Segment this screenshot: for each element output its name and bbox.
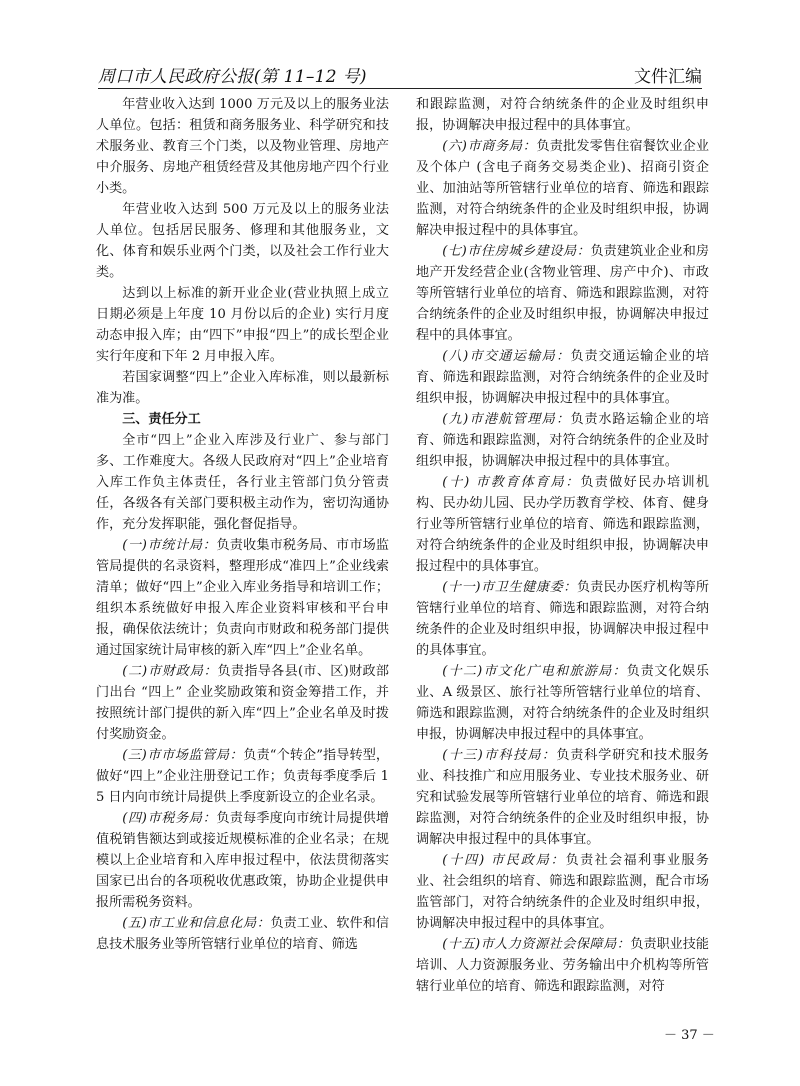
responsibility-item	[416, 346, 709, 409]
paragraph: 年营业收入达到 500 万元及以上的服务业法人单位。包括居民服务、修理和其他服务业，文化、体育和娱乐业两个门类，以及社会工作行业大类。	[96, 202, 389, 280]
left-column	[96, 94, 389, 955]
responsibility-item	[416, 136, 709, 241]
responsibility-item	[96, 913, 389, 955]
responsibility-item	[416, 661, 709, 745]
responsibility-item	[416, 409, 709, 472]
responsibility-text: 负责民办医疗机构等所管辖行业单位的培育、筛选和跟踪监测，对符合纳统条件的企业及时组织申报，协调解决申报过程中的具体事宜。	[416, 580, 710, 658]
responsibility-text: 负责科学研究和技术服务业、科技推广和应用服务业、专业技术服务业、研究和试验发展等所管辖行业单位的培育、筛选和跟踪监测，对符合纳统条件的企业及时组织申报，协调解决申报过程中的具体事宜。	[416, 748, 710, 847]
responsibility-text: 负责建筑业企业和房地产开发经营企业(含物业管理、房产中介)、市政等所管辖行业单位的培育、筛选和跟踪监测，对符合纳统条件的企业及时组织申报，协调解决申报过程中的具体事宜。	[416, 244, 710, 343]
responsibility-item	[416, 934, 709, 997]
responsibility-item	[416, 850, 709, 934]
responsibility-text: 负责每季度向市统计局提供增值税销售额达到或接近规模标准的企业名录；在规模以上企业培育和入库申报过程中，依法贯彻落实国家已出台的各项税收优惠政策，协助企业提供申报所需税务资料。	[96, 811, 390, 910]
responsibility-text: 负责交通运输企业的培育、筛选和跟踪监测，对符合纳统条件的企业及时组织申报，协调解决申报过程中的具体事宜。	[416, 349, 710, 406]
department-name: (五)市工业和信息化局：	[122, 916, 271, 931]
department-name: (十二)市文化广电和旅游局：	[442, 664, 627, 679]
responsibility-text: 负责指导各县(市、区)财政部门出台 “四上” 企业奖励政策和资金筹措工作，并按照统计部门提供的新入库“四上”企业名单及时拨付奖励资金。	[96, 664, 389, 742]
paragraph: 若国家调整“四上”企业入库标准，则以最新标准为准。	[96, 370, 389, 406]
department-name: (十三)市科技局：	[442, 748, 557, 763]
department-name: (七)市住房城乡建设局：	[442, 244, 591, 259]
responsibility-text: 负责做好民办培训机构、民办幼儿园、民办学历教育学校、体育、健身行业等所管辖行业单位的培育、筛选和跟踪监测，对符合纳统条件的企业及时组织申报，协调解决申报过程中的具体事宜。	[416, 475, 709, 574]
page-number: － 37 －	[664, 1028, 715, 1043]
department-name: (十) 市教育体育局：	[442, 475, 581, 490]
section-heading: 三、责任分工	[122, 412, 201, 427]
department-name: (十四) 市民政局：	[442, 853, 566, 868]
department-name: (十一)市卫生健康委：	[442, 580, 578, 595]
paragraph: 达到以上标准的新开业企业(营业执照上成立日期必须是上年度 10 月份以后的企业) 实行月度动态申报入库；由“四下”申报“四上”的成长型企业实行年度和下年 2 月申报入库。	[96, 286, 389, 364]
responsibility-text: 负责工业、软件和信息技术服务业等所管辖行业单位的培育、筛选	[96, 916, 390, 952]
department-name: (二)市财政局：	[122, 664, 218, 679]
responsibility-item	[96, 745, 389, 808]
department-name: (九)市港航管理局：	[442, 412, 571, 427]
page-header	[98, 58, 702, 89]
right-column	[416, 94, 709, 997]
paragraph: 年营业收入达到 1000 万元及以上的服务业法人单位。包括：租赁和商务服务业、科学研究和技术服务业、教育三个门类，以及物业管理、房地产中介服务、房地产租赁经营及其他房地产四个行业小类。	[96, 97, 389, 196]
department-name: (十五)市人力资源社会保障局：	[442, 937, 631, 952]
responsibility-text: 负责批发零售住宿餐饮业企业及个体户 (含电子商务交易类企业)、招商引资企业、加油站等所管辖行业单位的培育、筛选和跟踪监测，对符合纳统条件的企业及时组织申报，协调解决申报过程中的具体事宜。	[416, 139, 710, 238]
responsibility-item	[96, 535, 389, 661]
responsibility-text: 负责水路运输企业的培育、筛选和跟踪监测，对符合纳统条件的企业及时组织申报，协调解决申报过程中的具体事宜。	[416, 412, 710, 469]
section-name: 文件汇编	[634, 67, 702, 87]
responsibility-item	[96, 661, 389, 745]
responsibility-text: 负责社会福利事业服务业、社会组织的培育、筛选和跟踪监测，配合市场监管部门，对符合纳统条件的企业及时组织申报，协调解决申报过程中的具体事宜。	[416, 853, 709, 931]
publication-title: 周口市人民政府公报(第 11–12 号)	[98, 67, 367, 87]
responsibility-text: 负责“个转企”指导转型，做好“四上”企业注册登记工作；负责每季度季后 15 日内向市统计局提供上季度新设立的企业名录。	[96, 748, 390, 805]
continued-paragraph: 和跟踪监测，对符合纳统条件的企业及时组织申报，协调解决申报过程中的具体事宜。	[416, 97, 709, 133]
department-name: (六)市商务局：	[442, 139, 537, 154]
responsibility-text: 负责文化娱乐业、A 级景区、旅行社等所管辖行业单位的培育、筛选和跟踪监测，对符合纳统条件的企业及时组织申报，协调解决申报过程中的具体事宜。	[416, 664, 710, 742]
responsibility-text: 负责收集市税务局、市市场监管局提供的名录资料，整理形成“准四上”企业线索清单；做好“四上”企业入库业务指导和培训工作；组织本系统做好申报入库企业资料审核和平台申报，确保依法统计；负责向市财政和税务部门提供通过国家统计局审核的新入库“四上”企业名单。	[96, 538, 390, 658]
department-name: (一)市统计局：	[122, 538, 217, 553]
responsibility-item	[416, 745, 709, 850]
responsibility-item	[416, 577, 709, 661]
department-name: (四)市税务局：	[122, 811, 217, 826]
department-name: (八)市交通运输局：	[442, 349, 571, 364]
responsibility-item	[416, 472, 709, 577]
responsibility-item	[416, 241, 709, 346]
paragraph: 全市“四上”企业入库涉及行业广、参与部门多、工作难度大。各级人民政府对“四上”企业培育入库工作负主体责任，各行业主管部门负分管责任，各级各有关部门要积极主动作为，密切沟通协作，充分发挥职能，强化督促指导。	[96, 433, 389, 532]
responsibility-item	[96, 808, 389, 913]
department-name: (三)市市场监管局：	[122, 748, 244, 763]
responsibility-text: 负责职业技能培训、人力资源服务业、劳务输出中介机构等所管辖行业单位的培育、筛选和跟踪监测，对符	[416, 937, 709, 994]
